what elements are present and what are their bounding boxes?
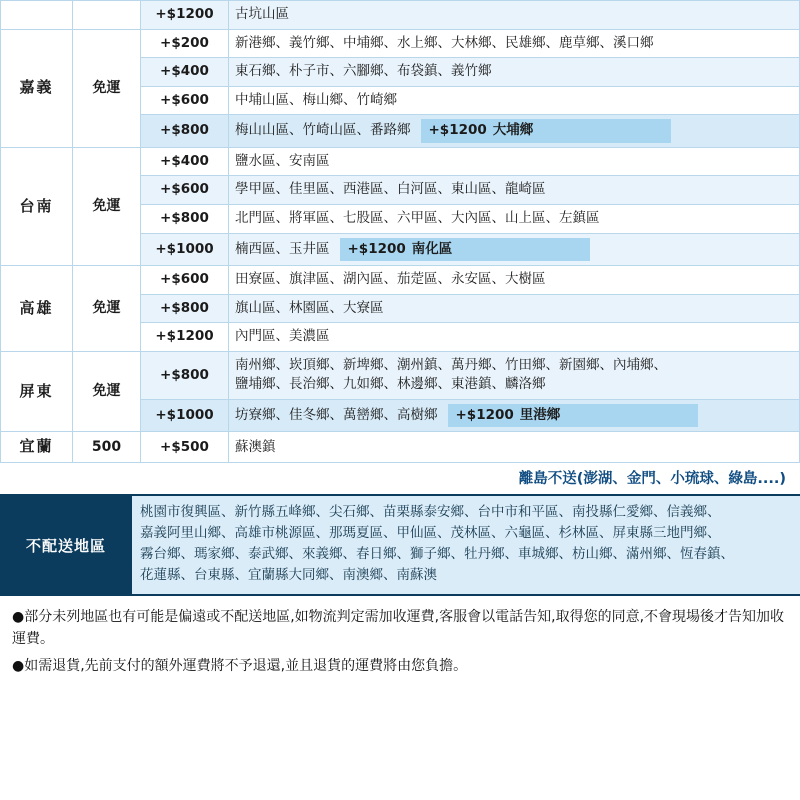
surcharge-amount: +$200 [141,29,229,58]
area-list [229,86,800,115]
base-fee-continued [73,1,141,30]
table-row [1,266,800,295]
area-line: 南州鄉、崁頂鄉、新埤鄉、潮州鎮、萬丹鄉、竹田鄉、新園鄉、內埔鄉、 [235,356,667,373]
extra-surcharge-badge [340,238,590,262]
area-list [229,115,800,148]
extra-surcharge-amount: +$1200 [347,240,406,257]
area-list [229,204,800,233]
no-delivery-area-list [132,496,800,594]
extra-surcharge-area: 里港鄉 [519,406,561,423]
surcharge-amount: +$1200 [141,323,229,352]
area-list [229,233,800,266]
area-list [229,58,800,87]
no-delivery-block [0,494,800,596]
area-line: 新港鄉、義竹鄉、中埔鄉、水上鄉、大林鄉、民雄鄉、鹿草鄉、溪口鄉 [235,34,654,51]
base-fee: 免運 [73,351,141,432]
surcharge-amount: +$400 [141,147,229,176]
area-list [229,432,800,463]
surcharge-amount: +$400 [141,58,229,87]
region-name: 高雄 [1,266,73,352]
area-list [229,323,800,352]
surcharge-amount: +$600 [141,176,229,205]
no-delivery-line: 桃園市復興區、新竹縣五峰鄉、尖石鄉、苗栗縣泰安鄉、台中市和平區、南投縣仁愛鄉、信義鄉、 [140,504,721,521]
table-row [1,1,800,30]
extra-surcharge-badge [421,119,671,143]
table-row [1,432,800,463]
base-fee: 500 [73,432,141,463]
region-name: 屏東 [1,351,73,432]
region-name-continued [1,1,73,30]
extra-surcharge-amount: +$1200 [455,406,514,423]
area-line: 鹽埔鄉、長治鄉、九如鄉、林邊鄉、東港鎮、麟洛鄉 [235,376,546,393]
surcharge-amount: +$1000 [141,399,229,432]
extra-surcharge-area: 南化區 [411,240,453,257]
area-list [229,176,800,205]
base-fee: 免運 [73,29,141,147]
base-fee: 免運 [73,147,141,265]
area-line: 坊寮鄉、佳冬鄉、萬巒鄉、高樹鄉 [235,406,438,423]
area-list [229,351,800,399]
surcharge-amount: +$800 [141,204,229,233]
surcharge-amount: +$500 [141,432,229,463]
area-line: 楠西區、玉井區 [235,240,330,257]
area-list [229,294,800,323]
extra-surcharge-badge [448,404,698,428]
surcharge-amount: +$600 [141,86,229,115]
region-name: 宜蘭 [1,432,73,463]
area-line: 學甲區、佳里區、西港區、白河區、東山區、龍崎區 [235,181,546,198]
area-line: 旗山區、林園區、大寮區 [235,299,384,316]
no-delivery-line: 霧台鄉、瑪家鄉、泰武鄉、來義鄉、春日鄉、獅子鄉、牡丹鄉、車城鄉、枋山鄉、滿州鄉、恆春鎮、 [140,546,734,563]
area-line: 中埔山區、梅山鄉、竹崎鄉 [235,91,397,108]
area-line: 內門區、美濃區 [235,328,330,345]
area-line: 鹽水區、安南區 [235,152,330,169]
area-line: 梅山山區、竹崎山區、番路鄉 [235,122,411,139]
table-row [1,351,800,399]
area-line: 北門區、將軍區、七股區、六甲區、大內區、山上區、左鎮區 [235,209,600,226]
area-line: 東石鄉、朴子市、六腳鄉、布袋鎮、義竹鄉 [235,63,492,80]
region-name: 台南 [1,147,73,265]
extra-surcharge-amount: +$1200 [428,122,487,139]
island-no-delivery-notice [0,463,800,494]
region-name: 嘉義 [1,29,73,147]
surcharge-amount: +$1200 [141,1,229,30]
area-list [229,29,800,58]
surcharge-amount: +$800 [141,294,229,323]
surcharge-amount: +$1000 [141,233,229,266]
area-list [229,1,800,30]
area-list [229,147,800,176]
base-fee: 免運 [73,266,141,352]
area-list [229,399,800,432]
footer-note: ●如需退貨,先前支付的額外運費將不予退還,並且退貨的運費將由您負擔。 [12,657,468,674]
shipping-fee-table-body [1,1,800,463]
surcharge-amount: +$800 [141,115,229,148]
footer-notes [0,596,800,687]
extra-surcharge-area: 大埔鄉 [492,122,534,139]
area-line: 田寮區、旗津區、湖內區、茄萣區、永安區、大樹區 [235,271,546,288]
surcharge-amount: +$600 [141,266,229,295]
no-delivery-line: 嘉義阿里山鄉、高雄市桃源區、那瑪夏區、甲仙區、茂林區、六龜區、杉林區、屏東縣三地門鄉、 [140,525,721,542]
no-delivery-line: 花蓮縣、台東縣、宜蘭縣大同鄉、南澳鄉、南蘇澳 [140,566,437,583]
no-delivery-label: 不配送地區 [0,496,132,594]
footer-note: ●部分未列地區也有可能是偏遠或不配送地區,如物流判定需加收運費,客服會以電話告知,取得您的同意,不會現場後才告知加收運費。 [12,608,785,648]
table-row [1,29,800,58]
island-no-delivery-text: 離島不送(澎湖、金門、小琉球、綠島....) [518,471,786,488]
area-list [229,266,800,295]
area-line: 蘇澳鎮 [235,438,276,455]
surcharge-amount: +$800 [141,351,229,399]
table-row [1,147,800,176]
area-line: 古坑山區 [235,6,289,22]
